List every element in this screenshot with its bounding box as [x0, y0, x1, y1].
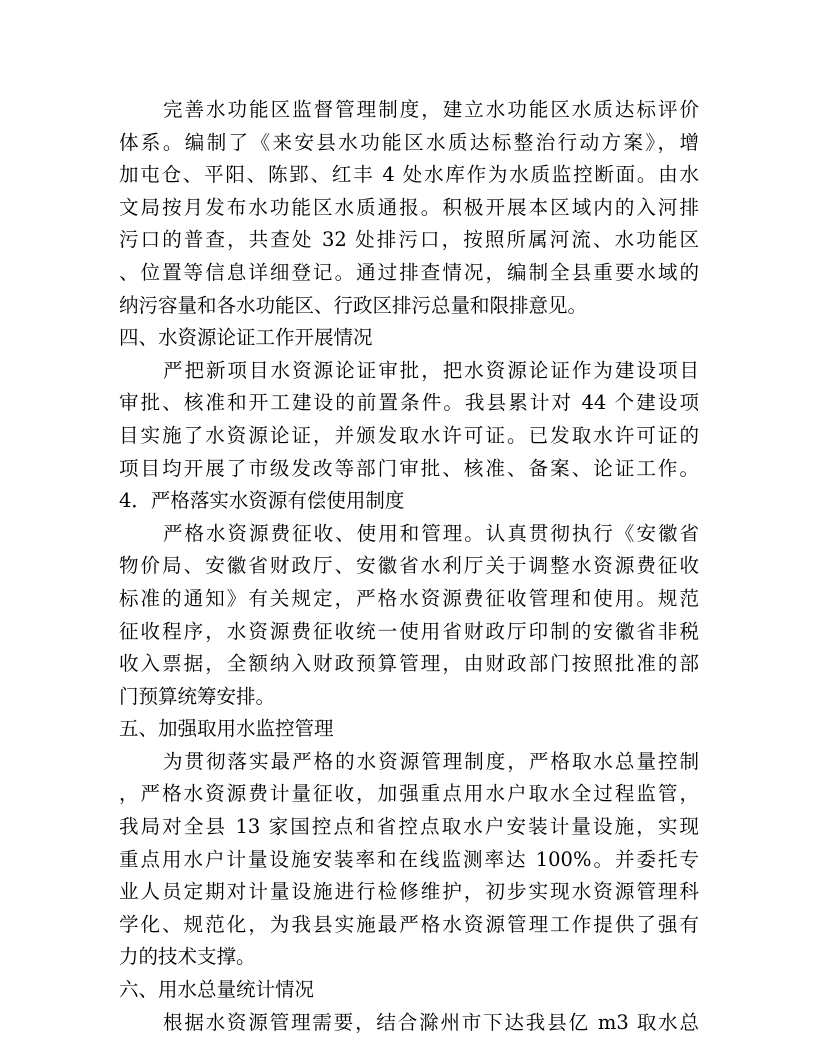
body-line: 纳污容量和各水功能区、行政区排污总量和限排意见。 — [119, 293, 588, 317]
body-line: 文局按月发布水功能区水质通报。积极开展本区域内的入河排 — [119, 195, 699, 219]
body-line: 项目均开展了市级发改等部门审批、核准、备案、论证工作。 — [119, 456, 699, 480]
body-line: 业人员定期对计量设施进行检修维护，初步实现水资源管理科 — [119, 880, 699, 904]
body-line: 加屯仓、平阳、陈郢、红丰 4 处水库作为水质监控断面。由水 — [119, 163, 699, 187]
body-line: 目实施了水资源论证，并颁发取水许可证。已发取水许可证的 — [119, 423, 699, 447]
body-line: 、位置等信息详细登记。通过排查情况，编制全县重要水域的 — [119, 260, 699, 284]
body-line: 为贯彻落实最严格的水资源管理制度，严格取水总量控制 — [163, 749, 699, 773]
body-line: 学化、规范化，为我县实施最严格水资源管理工作提供了强有 — [119, 912, 699, 936]
body-line: 严把新项目水资源论证审批，把水资源论证作为建设项目 — [163, 358, 699, 382]
body-line: 污口的普查，共查处 32 处排污口，按照所属河流、水功能区 — [119, 228, 699, 252]
section-heading: 四、水资源论证工作开展情况 — [119, 326, 373, 350]
body-line: 审批、核准和开工建设的前置条件。我县累计对 44 个建设项 — [119, 391, 699, 415]
body-line: 完善水功能区监督管理制度，建立水功能区水质达标评价 — [163, 98, 699, 121]
section-heading: 五、加强取用水监控管理 — [119, 717, 334, 741]
body-line: 门预算统筹安排。 — [119, 684, 276, 708]
body-line: 物价局、安徽省财政厅、安徽省水利厅关于调整水资源费征收 — [119, 554, 699, 578]
section-heading: 六、用水总量统计情况 — [119, 978, 315, 1002]
section-heading: 4．严格落实水资源有偿使用制度 — [119, 489, 405, 513]
body-line: 征收程序，水资源费征收统一使用省财政厅印制的安徽省非税 — [119, 619, 699, 643]
body-line: 体系。编制了《来安县水功能区水质达标整治行动方案》，增 — [119, 130, 699, 154]
body-line: 我局对全县 13 家国控点和省控点取水户安装计量设施，实现 — [119, 815, 699, 839]
body-line: 根据水资源管理需要，结合滁州市下达我县亿 m3 取水总 — [163, 1010, 699, 1034]
body-line: 力的技术支撑。 — [119, 945, 256, 969]
body-line: 标准的通知》有关规定，严格水资源费征收管理和使用。规范 — [119, 586, 699, 610]
body-line: 严格水资源费征收、使用和管理。认真贯彻执行《安徽省 — [163, 521, 699, 545]
document-page — [119, 94, 699, 1039]
body-line: 收入票据，全额纳入财政预算管理，由财政部门按照批准的部 — [119, 652, 699, 676]
body-line: ，严格水资源费计量征收，加强重点用水户取水全过程监管， — [119, 782, 699, 806]
body-line: 重点用水户计量设施安装率和在线监测率达 100%。并委托专 — [119, 847, 699, 871]
